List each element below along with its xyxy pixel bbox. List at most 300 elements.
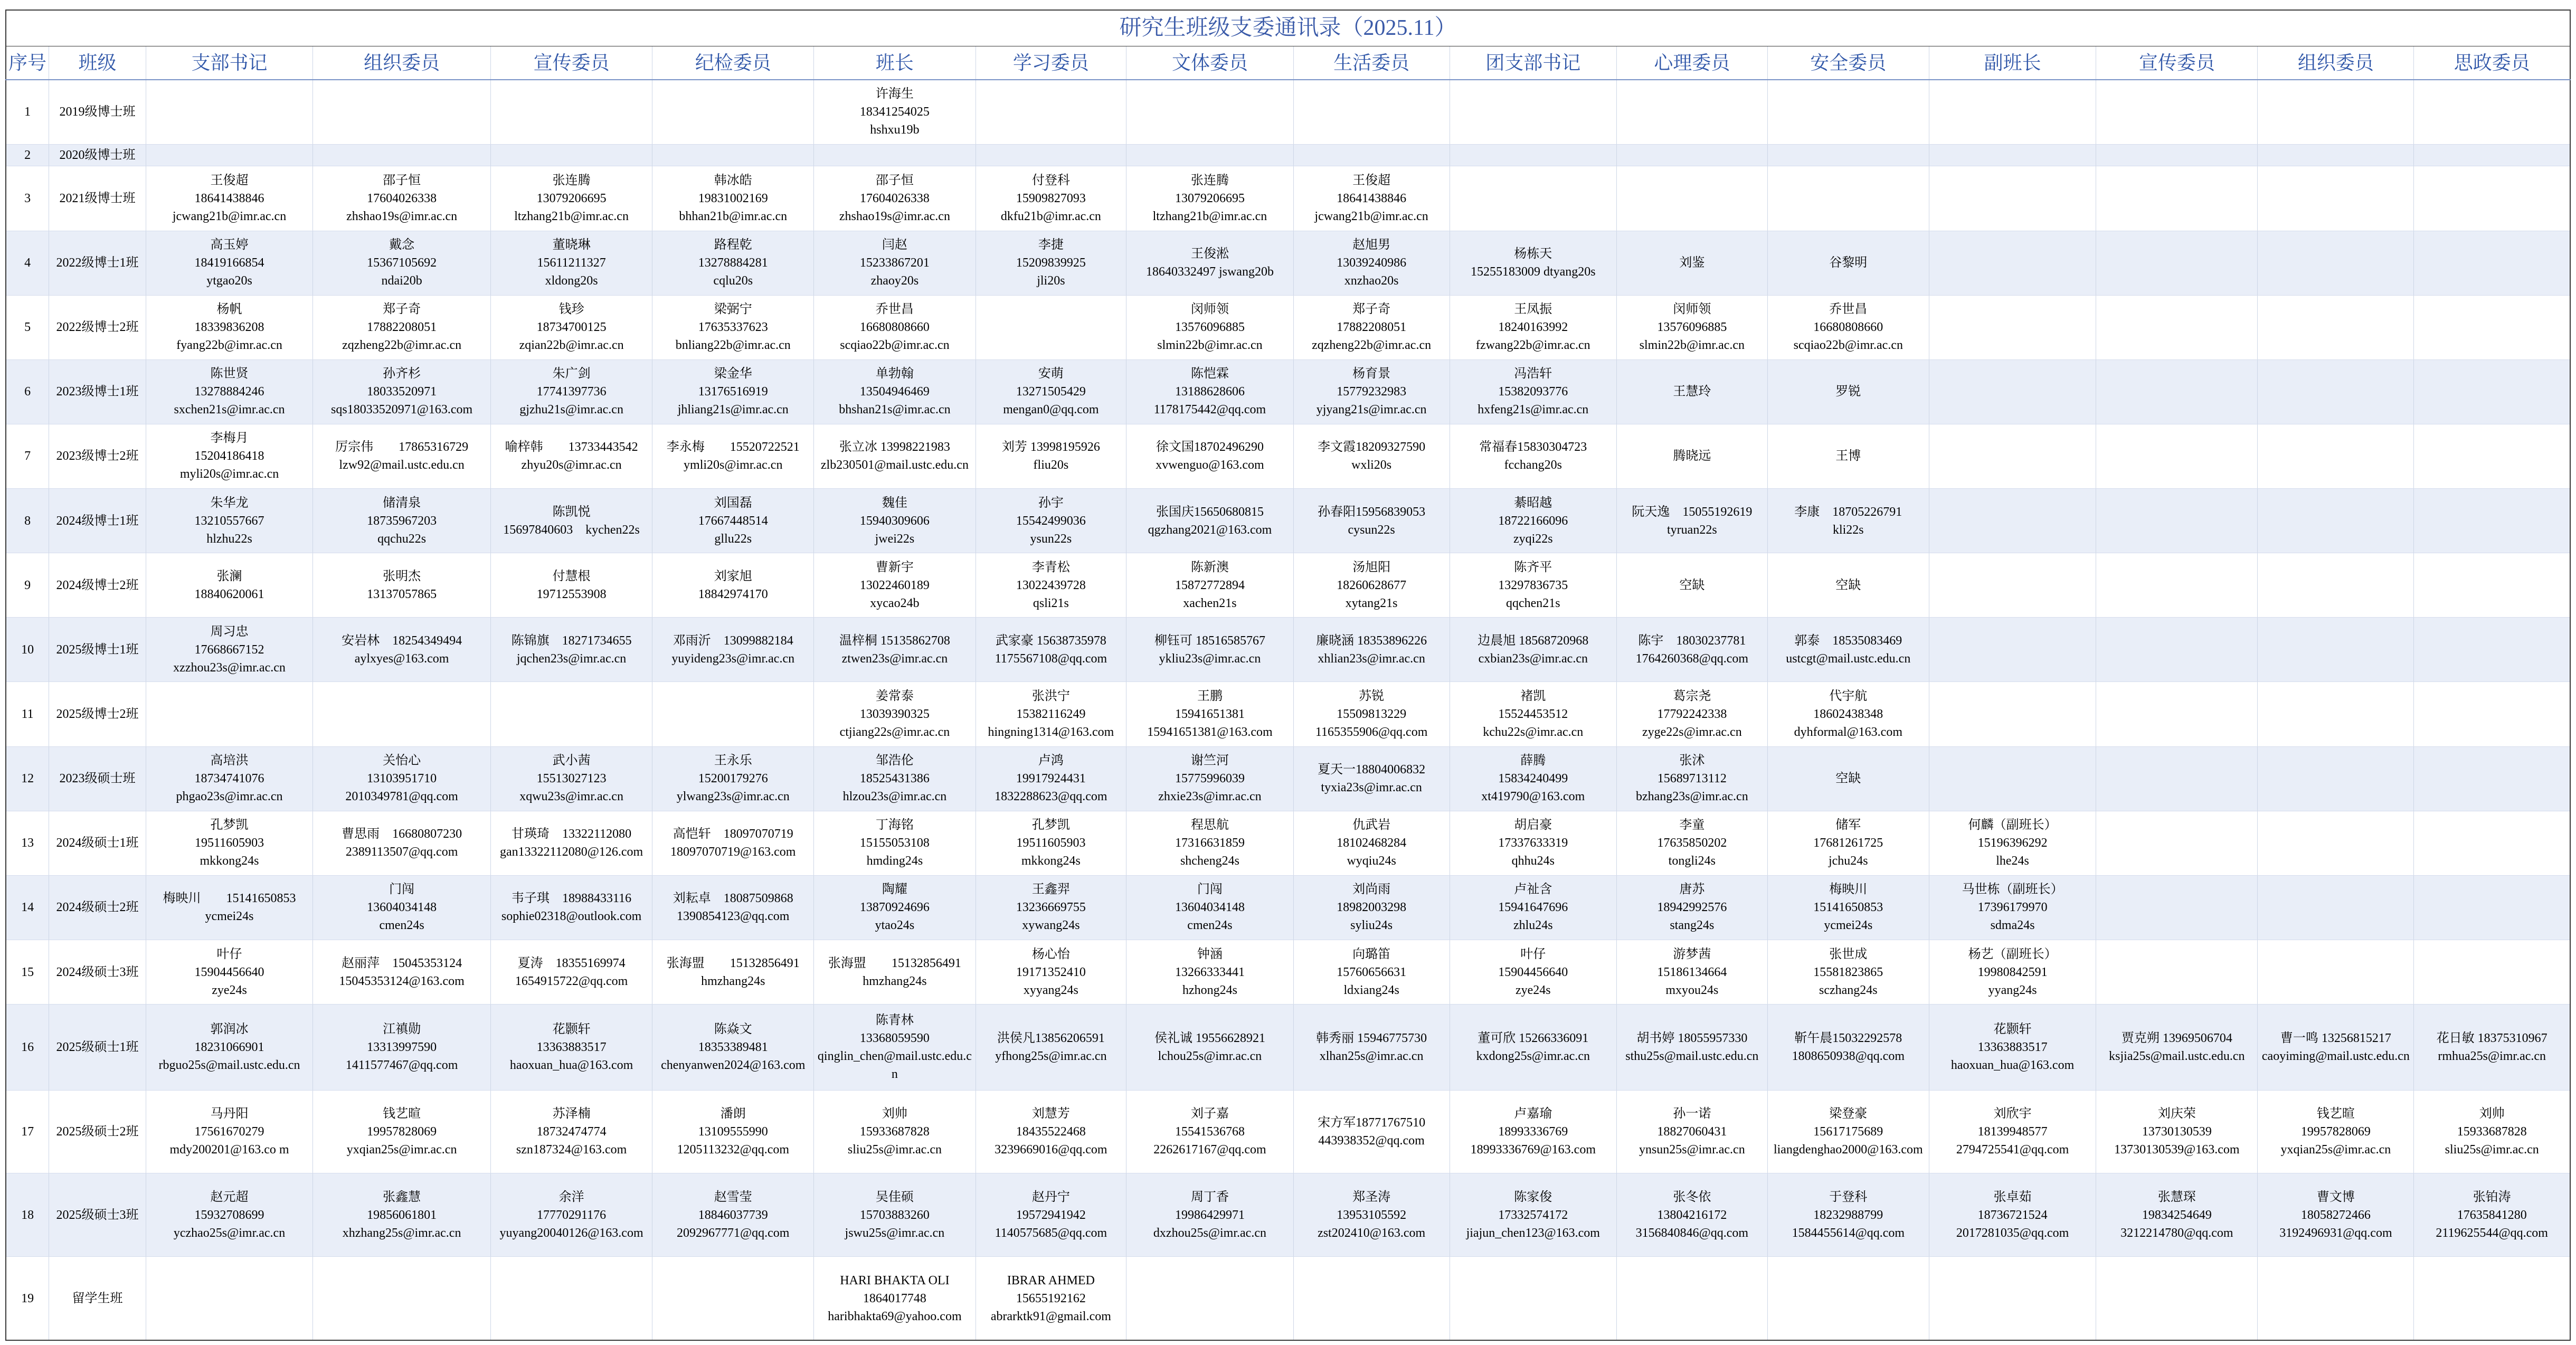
member-cell (491, 144, 652, 166)
member-cell (1929, 1257, 2096, 1340)
member-cell: 陈齐平 13297836735 qqchen21s (1450, 553, 1616, 618)
member-cell: 周丁香 19986429971 dxzhou25s@imr.ac.cn (1126, 1173, 1293, 1257)
column-header: 班级 (49, 46, 146, 79)
member-cell (313, 682, 491, 746)
member-cell: 陈新澳 15872772894 xachen21s (1126, 553, 1293, 618)
member-cell (1450, 166, 1616, 231)
member-cell (976, 80, 1126, 145)
member-cell (1767, 166, 1929, 231)
class-name: 2025级硕士1班 (49, 1005, 146, 1090)
table-row (6, 80, 2570, 145)
member-cell (2258, 144, 2414, 166)
member-cell: 储军 17681261725 jchu24s (1767, 811, 1929, 875)
member-cell: 刘子嘉 15541536768 2262617167@qq.com (1126, 1090, 1293, 1173)
table-row (6, 875, 2570, 940)
member-cell: 钱艺暄 19957828069 yxqian25s@imr.ac.cn (313, 1090, 491, 1173)
member-cell: 董可欣 15266336091 kxdong25s@imr.ac.cn (1450, 1005, 1616, 1090)
member-cell: 罗锐 (1767, 359, 1929, 424)
member-cell: 邵子恒 17604026338 zhshao19s@imr.ac.cn (313, 166, 491, 231)
member-cell (1293, 144, 1450, 166)
table-row (6, 746, 2570, 811)
member-cell (2258, 1257, 2414, 1340)
column-header: 支部书记 (146, 46, 312, 79)
class-name: 2020级博士班 (49, 144, 146, 166)
member-cell (2258, 231, 2414, 295)
member-cell: 李康 18705226791 kli22s (1767, 489, 1929, 553)
row-index: 9 (6, 553, 49, 618)
column-header: 学习委员 (976, 46, 1126, 79)
member-cell: 张海盟 15132856491 hmzhang24s (652, 940, 814, 1005)
row-index: 12 (6, 746, 49, 811)
member-cell: 张明杰 13137057865 (313, 553, 491, 618)
member-cell: 付登科 15909827093 dkfu21b@imr.ac.cn (976, 166, 1126, 231)
member-cell: 门闯 13604034148 cmen24s (1126, 875, 1293, 940)
member-cell: 钟涵 13266333441 hzhong24s (1126, 940, 1293, 1005)
member-cell: 刘鉴 (1616, 231, 1767, 295)
member-cell (1929, 618, 2096, 682)
class-name: 2025级硕士3班 (49, 1173, 146, 1257)
column-header: 团支部书记 (1450, 46, 1616, 79)
roster-table (5, 10, 2571, 1341)
member-cell (2414, 144, 2570, 166)
member-cell: 王永乐 15200179276 ylwang23s@imr.ac.cn (652, 746, 814, 811)
row-index: 2 (6, 144, 49, 166)
member-cell: 梅映川 15141650853 ycmei24s (146, 875, 312, 940)
member-cell: 卢嘉瑜 18993336769 18993336769@163.com (1450, 1090, 1616, 1173)
member-cell: 何麟（副班长） 15196396292 lhe24s (1929, 811, 2096, 875)
member-cell: 仇武岩 18102468284 wyqiu24s (1293, 811, 1450, 875)
table-row (6, 1257, 2570, 1340)
member-cell: 卢鸿 19917924431 1832288623@qq.com (976, 746, 1126, 811)
member-cell: 刘国磊 17667448514 gllu22s (652, 489, 814, 553)
member-cell: 孙宇 15542499036 ysun22s (976, 489, 1126, 553)
member-cell: 陈焱文 18353389481 chenyanwen2024@163.com (652, 1005, 814, 1090)
member-cell: 李童 17635850202 tongli24s (1616, 811, 1767, 875)
member-cell: 张国庆15650680815 qgzhang2021@163.com (1126, 489, 1293, 553)
member-cell: 向璐笛 15760656631 ldxiang24s (1293, 940, 1450, 1005)
column-header: 心理委员 (1616, 46, 1767, 79)
member-cell: 陈宇 18030237781 1764260368@qq.com (1616, 618, 1767, 682)
member-cell: 关怡心 13103951710 2010349781@qq.com (313, 746, 491, 811)
member-cell: 陈凯悦 15697840603 kychen22s (491, 489, 652, 553)
member-cell (2414, 1257, 2570, 1340)
row-index: 4 (6, 231, 49, 295)
member-cell: 郑子奇 17882208051 zqzheng22b@imr.ac.cn (313, 295, 491, 359)
member-cell (2258, 553, 2414, 618)
member-cell: 程思航 17316631859 shcheng24s (1126, 811, 1293, 875)
row-index: 5 (6, 295, 49, 359)
member-cell: 贾克朔 13969506704 ksjia25s@mail.ustc.edu.cn (2096, 1005, 2258, 1090)
member-cell: 张卓茹 18736721524 2017281035@qq.com (1929, 1173, 2096, 1257)
member-cell (2258, 80, 2414, 145)
member-cell: 李梅月 15204186418 myli20s@imr.ac.cn (146, 424, 312, 488)
member-cell: 代宇航 18602438348 dyhformal@163.com (1767, 682, 1929, 746)
table-row (6, 1090, 2570, 1173)
member-cell: 张洪宁 15382116249 hingning1314@163.com (976, 682, 1126, 746)
member-cell (2096, 1257, 2258, 1340)
member-cell (652, 144, 814, 166)
column-header: 思政委员 (2414, 46, 2570, 79)
member-cell: 王俊超 18641438846 jcwang21b@imr.ac.cn (146, 166, 312, 231)
class-name: 2024级硕士3班 (49, 940, 146, 1005)
member-cell (652, 1257, 814, 1340)
member-cell: 魏佳 15940309606 jwei22s (814, 489, 976, 553)
member-cell (1929, 295, 2096, 359)
member-cell (2096, 618, 2258, 682)
member-cell: 闫赵 15233867201 zhaoy20s (814, 231, 976, 295)
column-header: 安全委员 (1767, 46, 1929, 79)
member-cell: 吴佳硕 15703883260 jswu25s@imr.ac.cn (814, 1173, 976, 1257)
table-row (6, 618, 2570, 682)
member-cell: 陈青林 13368059590 qinglin_chen@mail.ustc.edu.cn (814, 1005, 976, 1090)
member-cell (2414, 424, 2570, 488)
member-cell: 孔梦凯 19511605903 mkkong24s (146, 811, 312, 875)
member-cell: 朱广剑 17741397736 gjzhu21s@imr.ac.cn (491, 359, 652, 424)
member-cell: 曹一鸣 13256815217 caoyiming@mail.ustc.edu.cn (2258, 1005, 2414, 1090)
member-cell (2258, 875, 2414, 940)
member-cell: 常福春15830304723 fcchang20s (1450, 424, 1616, 488)
member-cell: 闵师领 13576096885 slmin22b@imr.ac.cn (1616, 295, 1767, 359)
member-cell: 梁金华 13176516919 jhliang21s@imr.ac.cn (652, 359, 814, 424)
column-header: 纪检委员 (652, 46, 814, 79)
member-cell: 姜常泰 13039390325 ctjiang22s@imr.ac.cn (814, 682, 976, 746)
member-cell (2414, 875, 2570, 940)
member-cell (1929, 682, 2096, 746)
member-cell (1450, 1257, 1616, 1340)
member-cell: 武家豪 15638735978 1175567108@qq.com (976, 618, 1126, 682)
member-cell: 陈恺霖 13188628606 1178175442@qq.com (1126, 359, 1293, 424)
member-cell: 王慧玲 (1616, 359, 1767, 424)
member-cell: 朱华龙 13210557667 hlzhu22s (146, 489, 312, 553)
member-cell (976, 295, 1126, 359)
member-cell (2096, 166, 2258, 231)
member-cell: 赵雪莹 18846037739 2092967771@qq.com (652, 1173, 814, 1257)
member-cell: 徐文国18702496290 xvwenguo@163.com (1126, 424, 1293, 488)
member-cell: 边晨旭 18568720968 cxbian23s@imr.ac.cn (1450, 618, 1616, 682)
member-cell (313, 144, 491, 166)
member-cell: 郭泰 18535083469 ustcgt@mail.ustc.edu.cn (1767, 618, 1929, 682)
member-cell: 门闯 13604034148 cmen24s (313, 875, 491, 940)
member-cell: 刘家旭 18842974170 (652, 553, 814, 618)
member-cell (1126, 144, 1293, 166)
member-cell (652, 682, 814, 746)
member-cell (652, 80, 814, 145)
member-cell: 腾晓远 (1616, 424, 1767, 488)
member-cell: 张澜 18840620061 (146, 553, 312, 618)
member-cell: 胡启豪 17337633319 qhhu24s (1450, 811, 1616, 875)
member-cell (2096, 424, 2258, 488)
member-cell (1929, 359, 2096, 424)
member-cell: 甘瑛琦 13322112080 gan13322112080@126.com (491, 811, 652, 875)
member-cell: 刘尚雨 18982003298 syliu24s (1293, 875, 1450, 940)
table-row (6, 295, 2570, 359)
member-cell (146, 144, 312, 166)
member-cell: 张世成 15581823865 sczhang24s (1767, 940, 1929, 1005)
table-row (6, 940, 2570, 1005)
member-cell (2414, 80, 2570, 145)
member-cell (2096, 359, 2258, 424)
member-cell: 刘芳 13998195926 fliu20s (976, 424, 1126, 488)
member-cell (2258, 166, 2414, 231)
row-index: 6 (6, 359, 49, 424)
column-header: 组织委员 (2258, 46, 2414, 79)
member-cell: 丁海铭 15155053108 hmding24s (814, 811, 976, 875)
member-cell (2096, 553, 2258, 618)
member-cell (2096, 875, 2258, 940)
member-cell (1929, 553, 2096, 618)
member-cell (313, 1257, 491, 1340)
member-cell: 郑子奇 17882208051 zqzheng22b@imr.ac.cn (1293, 295, 1450, 359)
member-cell: 王鑫羿 13236669755 xywang24s (976, 875, 1126, 940)
member-cell (146, 682, 312, 746)
member-cell (1929, 489, 2096, 553)
member-cell (1450, 144, 1616, 166)
member-cell: 厉宗伟 17865316729 lzw92@mail.ustc.edu.cn (313, 424, 491, 488)
member-cell: 宋方军18771767510 443938352@qq.com (1293, 1090, 1450, 1173)
member-cell: 李永梅 15520722521 ymli20s@imr.ac.cn (652, 424, 814, 488)
member-cell: 闵师领 13576096885 slmin22b@imr.ac.cn (1126, 295, 1293, 359)
member-cell (1929, 746, 2096, 811)
member-cell (491, 80, 652, 145)
member-cell: 张鑫慧 19856061801 xhzhang25s@imr.ac.cn (313, 1173, 491, 1257)
row-index: 1 (6, 80, 49, 145)
class-name: 2022级博士1班 (49, 231, 146, 295)
member-cell: 高培洪 18734741076 phgao23s@imr.ac.cn (146, 746, 312, 811)
member-cell: 刘帅 15933687828 sliu25s@imr.ac.cn (2414, 1090, 2570, 1173)
member-cell: 梁登豪 15617175689 liangdenghao2000@163.com (1767, 1090, 1929, 1173)
table-row (6, 359, 2570, 424)
member-cell: 路程乾 13278884281 cqlu20s (652, 231, 814, 295)
member-cell (1293, 1257, 1450, 1340)
member-cell: 储清泉 18735967203 qqchu22s (313, 489, 491, 553)
table-row (6, 231, 2570, 295)
member-cell: 乔世昌 16680808660 scqiao22b@imr.ac.cn (814, 295, 976, 359)
member-cell (2414, 682, 2570, 746)
member-cell: 陶耀 13870924696 ytao24s (814, 875, 976, 940)
class-name: 2024级博士1班 (49, 489, 146, 553)
member-cell (2258, 359, 2414, 424)
member-cell: 杨帆 18339836208 fyang22b@imr.ac.cn (146, 295, 312, 359)
member-cell: 谢竺河 15775996039 zhxie23s@imr.ac.cn (1126, 746, 1293, 811)
column-header: 宣传委员 (2096, 46, 2258, 79)
table-row (6, 553, 2570, 618)
member-cell (146, 80, 312, 145)
member-cell: 王博 (1767, 424, 1929, 488)
row-index: 16 (6, 1005, 49, 1090)
member-cell: 赵元超 15932708699 yczhao25s@imr.ac.cn (146, 1173, 312, 1257)
member-cell: 廉晓涵 18353896226 xhlian23s@imr.ac.cn (1293, 618, 1450, 682)
member-cell (2096, 489, 2258, 553)
member-cell: 刘欣宇 18139948577 2794725541@qq.com (1929, 1090, 2096, 1173)
member-cell (2414, 746, 2570, 811)
member-cell: 付慧根 19712553908 (491, 553, 652, 618)
member-cell (1616, 1257, 1767, 1340)
member-cell: 苏锐 15509813229 1165355906@qq.com (1293, 682, 1450, 746)
table-row (6, 1173, 2570, 1257)
member-cell (2414, 811, 2570, 875)
member-cell: 洪侯凡13856206591 yfhong25s@imr.ac.cn (976, 1005, 1126, 1090)
member-cell: 安萌 13271505429 mengan0@qq.com (976, 359, 1126, 424)
member-cell (1929, 424, 2096, 488)
member-cell (1929, 231, 2096, 295)
member-cell: IBRAR AHMED 15655192162 abrarktk91@gmail.com (976, 1257, 1126, 1340)
member-cell (2096, 811, 2258, 875)
table-row (6, 166, 2570, 231)
member-cell: 安岩林 18254349494 aylxyes@163.com (313, 618, 491, 682)
member-cell (2414, 618, 2570, 682)
member-cell (1293, 80, 1450, 145)
class-name: 2022级博士2班 (49, 295, 146, 359)
member-cell: 孙一诺 18827060431 ynsun25s@imr.ac.cn (1616, 1090, 1767, 1173)
class-name: 2023级博士2班 (49, 424, 146, 488)
member-cell: 邓雨沂 13099882184 yuyideng23s@imr.ac.cn (652, 618, 814, 682)
member-cell (491, 1257, 652, 1340)
member-cell: 余洋 17770291176 yuyang20040126@163.com (491, 1173, 652, 1257)
member-cell: 唐苏 18942992576 stang24s (1616, 875, 1767, 940)
row-index: 13 (6, 811, 49, 875)
row-index: 7 (6, 424, 49, 488)
member-cell: 花颢轩 13363883517 haoxuan_hua@163.com (491, 1005, 652, 1090)
member-cell: 卢祉含 15941647696 zhlu24s (1450, 875, 1616, 940)
class-name: 2025级硕士2班 (49, 1090, 146, 1173)
member-cell (1616, 80, 1767, 145)
member-cell: 陈锦旗 18271734655 jqchen23s@imr.ac.cn (491, 618, 652, 682)
member-cell (1450, 80, 1616, 145)
row-index: 3 (6, 166, 49, 231)
member-cell: 乔世昌 16680808660 scqiao22b@imr.ac.cn (1767, 295, 1929, 359)
member-cell: 刘耘卓 18087509868 1390854123@qq.com (652, 875, 814, 940)
class-name: 2025级博士1班 (49, 618, 146, 682)
member-cell (1929, 80, 2096, 145)
member-cell: 曹文博 18058272466 3192496931@qq.com (2258, 1173, 2414, 1257)
member-cell: 单勃翰 13504946469 bhshan21s@imr.ac.cn (814, 359, 976, 424)
class-name: 2023级博士1班 (49, 359, 146, 424)
member-cell: 李捷 15209839925 jli20s (976, 231, 1126, 295)
member-cell: 王俊淞 18640332497 jswang20b (1126, 231, 1293, 295)
member-cell (1767, 80, 1929, 145)
member-cell: 花日敏 18375310967 rmhua25s@imr.ac.cn (2414, 1005, 2570, 1090)
member-cell (2096, 231, 2258, 295)
member-cell (2414, 489, 2570, 553)
member-cell: 叶仔 15904456640 zye24s (1450, 940, 1616, 1005)
member-cell: 温梓桐 15135862708 ztwen23s@imr.ac.cn (814, 618, 976, 682)
member-cell: 杨艺（副班长） 19980842591 yyang24s (1929, 940, 2096, 1005)
row-index: 14 (6, 875, 49, 940)
member-cell: 游梦茜 15186134664 mxyou24s (1616, 940, 1767, 1005)
member-cell (1767, 1257, 1929, 1340)
member-cell: 赵丽萍 15045353124 15045353124@163.com (313, 940, 491, 1005)
table-row (6, 424, 2570, 488)
column-header: 文体委员 (1126, 46, 1293, 79)
member-cell (1929, 166, 2096, 231)
member-cell (491, 682, 652, 746)
member-cell: 韩秀丽 15946775730 xlhan25s@imr.ac.cn (1293, 1005, 1450, 1090)
member-cell: 薛腾 15834240499 xt419790@163.com (1450, 746, 1616, 811)
member-cell: 韦子琪 18988433116 sophie02318@outlook.com (491, 875, 652, 940)
page-title: 研究生班级支委通讯录（2025.11） (6, 10, 2570, 46)
member-cell: 钱珍 18734700125 zqian22b@imr.ac.cn (491, 295, 652, 359)
member-cell: 叶仔 15904456640 zye24s (146, 940, 312, 1005)
member-cell (2096, 295, 2258, 359)
member-cell: 郑圣涛 13953105592 zst202410@163.com (1293, 1173, 1450, 1257)
member-cell: 曹思雨 16680807230 2389113507@qq.com (313, 811, 491, 875)
member-cell: 王鹏 15941651381 15941651381@163.com (1126, 682, 1293, 746)
member-cell: 张连腾 13079206695 ltzhang21b@imr.ac.cn (1126, 166, 1293, 231)
column-header: 班长 (814, 46, 976, 79)
member-cell: 侯礼诚 19556628921 lchou25s@imr.ac.cn (1126, 1005, 1293, 1090)
member-cell: 柳钰可 18516585767 ykliu23s@imr.ac.cn (1126, 618, 1293, 682)
member-cell: 许海生 18341254025 hshxu19b (814, 80, 976, 145)
member-cell: 曹新宇 13022460189 xycao24b (814, 553, 976, 618)
member-cell (1929, 144, 2096, 166)
member-cell: 孔梦凯 19511605903 mkkong24s (976, 811, 1126, 875)
member-cell: 孙齐杉 18033520971 sqs18033520971@163.com (313, 359, 491, 424)
class-name: 2025级博士2班 (49, 682, 146, 746)
member-cell: 喻梓韩 13733443542 zhyu20s@imr.ac.cn (491, 424, 652, 488)
member-cell: 冯浩轩 15382093776 hxfeng21s@imr.ac.cn (1450, 359, 1616, 424)
member-cell: 江禛勋 13313997590 1411577467@qq.com (313, 1005, 491, 1090)
column-header: 序号 (6, 46, 49, 79)
member-cell: 高恺轩 18097070719 18097070719@163.com (652, 811, 814, 875)
member-cell: 李青松 13022439728 qsli21s (976, 553, 1126, 618)
member-cell (2258, 940, 2414, 1005)
member-cell (1616, 166, 1767, 231)
member-cell: 花颢轩 13363883517 haoxuan_hua@163.com (1929, 1005, 2096, 1090)
member-cell (2096, 80, 2258, 145)
member-cell (2096, 746, 2258, 811)
member-cell: 张铂涛 17635841280 2119625544@qq.com (2414, 1173, 2570, 1257)
table-row (6, 1005, 2570, 1090)
member-cell: 苏泽楠 18732474774 szn187324@163.com (491, 1090, 652, 1173)
row-index: 19 (6, 1257, 49, 1340)
member-cell: 张立冰 13998221983 zlb230501@mail.ustc.edu.cn (814, 424, 976, 488)
column-header: 生活委员 (1293, 46, 1450, 79)
member-cell: 杨育景 15779232983 yjyang21s@imr.ac.cn (1293, 359, 1450, 424)
header-row (6, 46, 2570, 79)
member-cell (2258, 618, 2414, 682)
column-header: 组织委员 (313, 46, 491, 79)
member-cell: 赵丹宁 19572941942 1140575685@qq.com (976, 1173, 1126, 1257)
member-cell: 潘朗 13109555990 1205113232@qq.com (652, 1090, 814, 1173)
member-cell (2258, 295, 2414, 359)
member-cell (2414, 295, 2570, 359)
member-cell: 刘庆荣 13730130539 13730130539@163.com (2096, 1090, 2258, 1173)
table-row (6, 682, 2570, 746)
table-row (6, 811, 2570, 875)
member-cell: 刘慧芳 18435522468 3239669016@qq.com (976, 1090, 1126, 1173)
member-cell (2096, 682, 2258, 746)
column-header: 宣传委员 (491, 46, 652, 79)
member-cell: 赵旭男 13039240986 xnzhao20s (1293, 231, 1450, 295)
member-cell: 空缺 (1616, 553, 1767, 618)
member-cell: 张海盟 15132856491 hmzhang24s (814, 940, 976, 1005)
member-cell: 戴念 15367105692 ndai20b (313, 231, 491, 295)
member-cell: 马丹阳 17561670279 mdy200201@163.co m (146, 1090, 312, 1173)
row-index: 15 (6, 940, 49, 1005)
class-name: 2024级硕士2班 (49, 875, 146, 940)
member-cell (2096, 940, 2258, 1005)
member-cell (2258, 489, 2414, 553)
row-index: 8 (6, 489, 49, 553)
member-cell: 陈家俊 17332574172 jiajun_chen123@163.com (1450, 1173, 1616, 1257)
class-name: 2024级博士2班 (49, 553, 146, 618)
member-cell (2414, 166, 2570, 231)
member-cell (1126, 1257, 1293, 1340)
row-index: 10 (6, 618, 49, 682)
member-cell: 空缺 (1767, 553, 1929, 618)
member-cell (2258, 682, 2414, 746)
member-cell: 李文霞18209327590 wxli20s (1293, 424, 1450, 488)
